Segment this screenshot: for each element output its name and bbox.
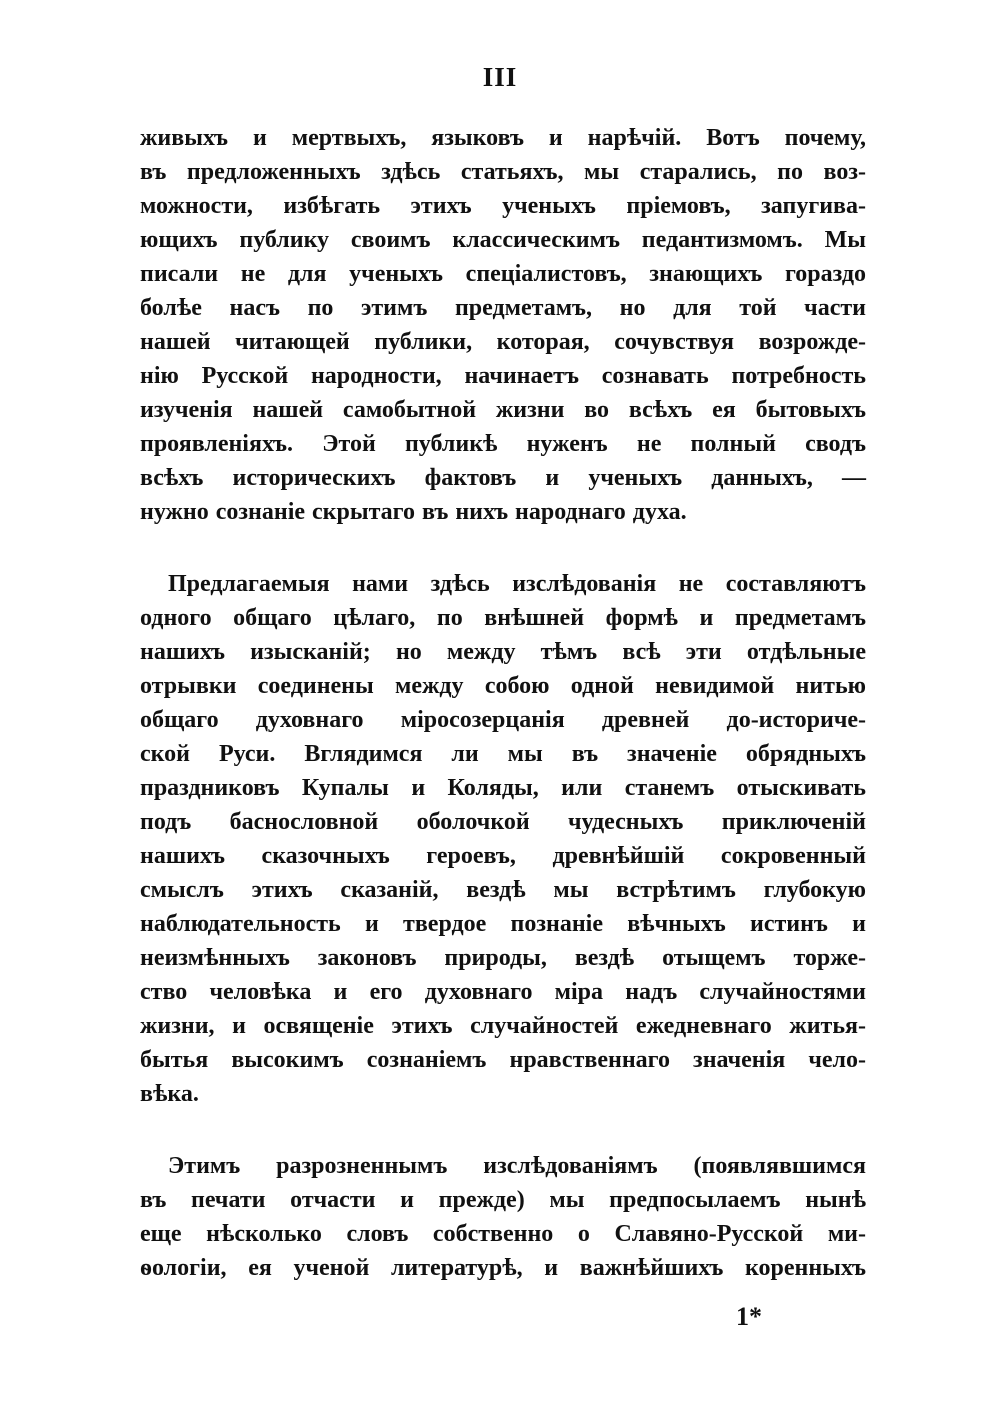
text-line: наблюдательность и твердое познаніе вѣчныхъ истинъ и bbox=[140, 911, 866, 937]
text-line: писали не для ученыхъ спеціалистовъ, знающихъ гораздо bbox=[140, 261, 866, 287]
text-line: нашихъ изысканій; но между тѣмъ всѣ эти отдѣльные bbox=[140, 639, 866, 665]
text-line: живыхъ и мертвыхъ, языковъ и нарѣчій. Вотъ почему, bbox=[140, 125, 866, 151]
text-line: всѣхъ историческихъ фактовъ и ученыхъ данныхъ, — bbox=[140, 465, 866, 491]
text-line: вѣка. bbox=[140, 1081, 199, 1107]
text-line: нашей читающей публики, которая, сочувствуя возрожде- bbox=[140, 329, 866, 355]
text-line: нію Русской народности, начинаетъ сознавать потребность bbox=[140, 363, 866, 389]
text-line: ской Руси. Вглядимся ли мы въ значеніе обрядныхъ bbox=[140, 741, 866, 767]
text-line: отрывки соединены между собою одной невидимой нитью bbox=[140, 673, 866, 699]
text-line: въ печати отчасти и прежде) мы предпосылаемъ нынѣ bbox=[140, 1187, 866, 1213]
text-line: можности, избѣгать этихъ ученыхъ пріемовъ, запугива- bbox=[140, 193, 866, 219]
text-line: подъ баснословной оболочкой чудесныхъ приключеній bbox=[140, 809, 866, 835]
paragraph-2 bbox=[140, 567, 866, 1111]
text-line: проявленіяхъ. Этой публикѣ нуженъ не полный сводъ bbox=[140, 431, 866, 457]
text-line: Этимъ разрозненнымъ изслѣдованіямъ (появлявшимся bbox=[168, 1153, 866, 1179]
text-line: ѳологіи, ея ученой литературѣ, и важнѣйшихъ коренныхъ bbox=[140, 1255, 866, 1281]
text-line: бытья высокимъ сознаніемъ нравственнаго значенія чело- bbox=[140, 1047, 866, 1073]
text-line: ющихъ публику своимъ классическимъ педантизмомъ. Мы bbox=[140, 227, 866, 253]
text-line: неизмѣнныхъ законовъ природы, вездѣ отыщемъ торже- bbox=[140, 945, 866, 971]
text-line: праздниковъ Купалы и Коляды, или станемъ отыскивать bbox=[140, 775, 866, 801]
text-line: нашихъ сказочныхъ героевъ, древнѣйшій сокровенный bbox=[140, 843, 866, 869]
text-line: болѣе насъ по этимъ предметамъ, но для той части bbox=[140, 295, 866, 321]
text-line: смыслъ этихъ сказаній, вездѣ мы встрѣтимъ глубокую bbox=[140, 877, 866, 903]
text-line: одного общаго цѣлаго, по внѣшней формѣ и предметамъ bbox=[140, 605, 866, 631]
printer-signature-mark: 1* bbox=[736, 1302, 762, 1331]
text-line: ство человѣка и его духовнаго міра надъ случайностями bbox=[140, 979, 866, 1005]
paragraph-1 bbox=[140, 121, 866, 529]
paragraph-3 bbox=[140, 1149, 866, 1285]
text-line: еще нѣсколько словъ собственно о Славяно-Русской ми- bbox=[140, 1221, 866, 1247]
text-line: общаго духовнаго міросозерцанія древней до-историче- bbox=[140, 707, 866, 733]
text-line: изученія нашей самобытной жизни во всѣхъ ея бытовыхъ bbox=[140, 397, 866, 423]
text-line: въ предложенныхъ здѣсь статьяхъ, мы старались, по воз- bbox=[140, 159, 866, 185]
text-line: Предлагаемыя нами здѣсь изслѣдованія не составляютъ bbox=[168, 571, 866, 597]
text-line: жизни, и освященіе этихъ случайностей ежедневнаго житья- bbox=[140, 1013, 866, 1039]
text-line: нужно сознаніе скрытаго въ нихъ народнаго духа. bbox=[140, 499, 687, 525]
page-number: III bbox=[482, 62, 518, 92]
